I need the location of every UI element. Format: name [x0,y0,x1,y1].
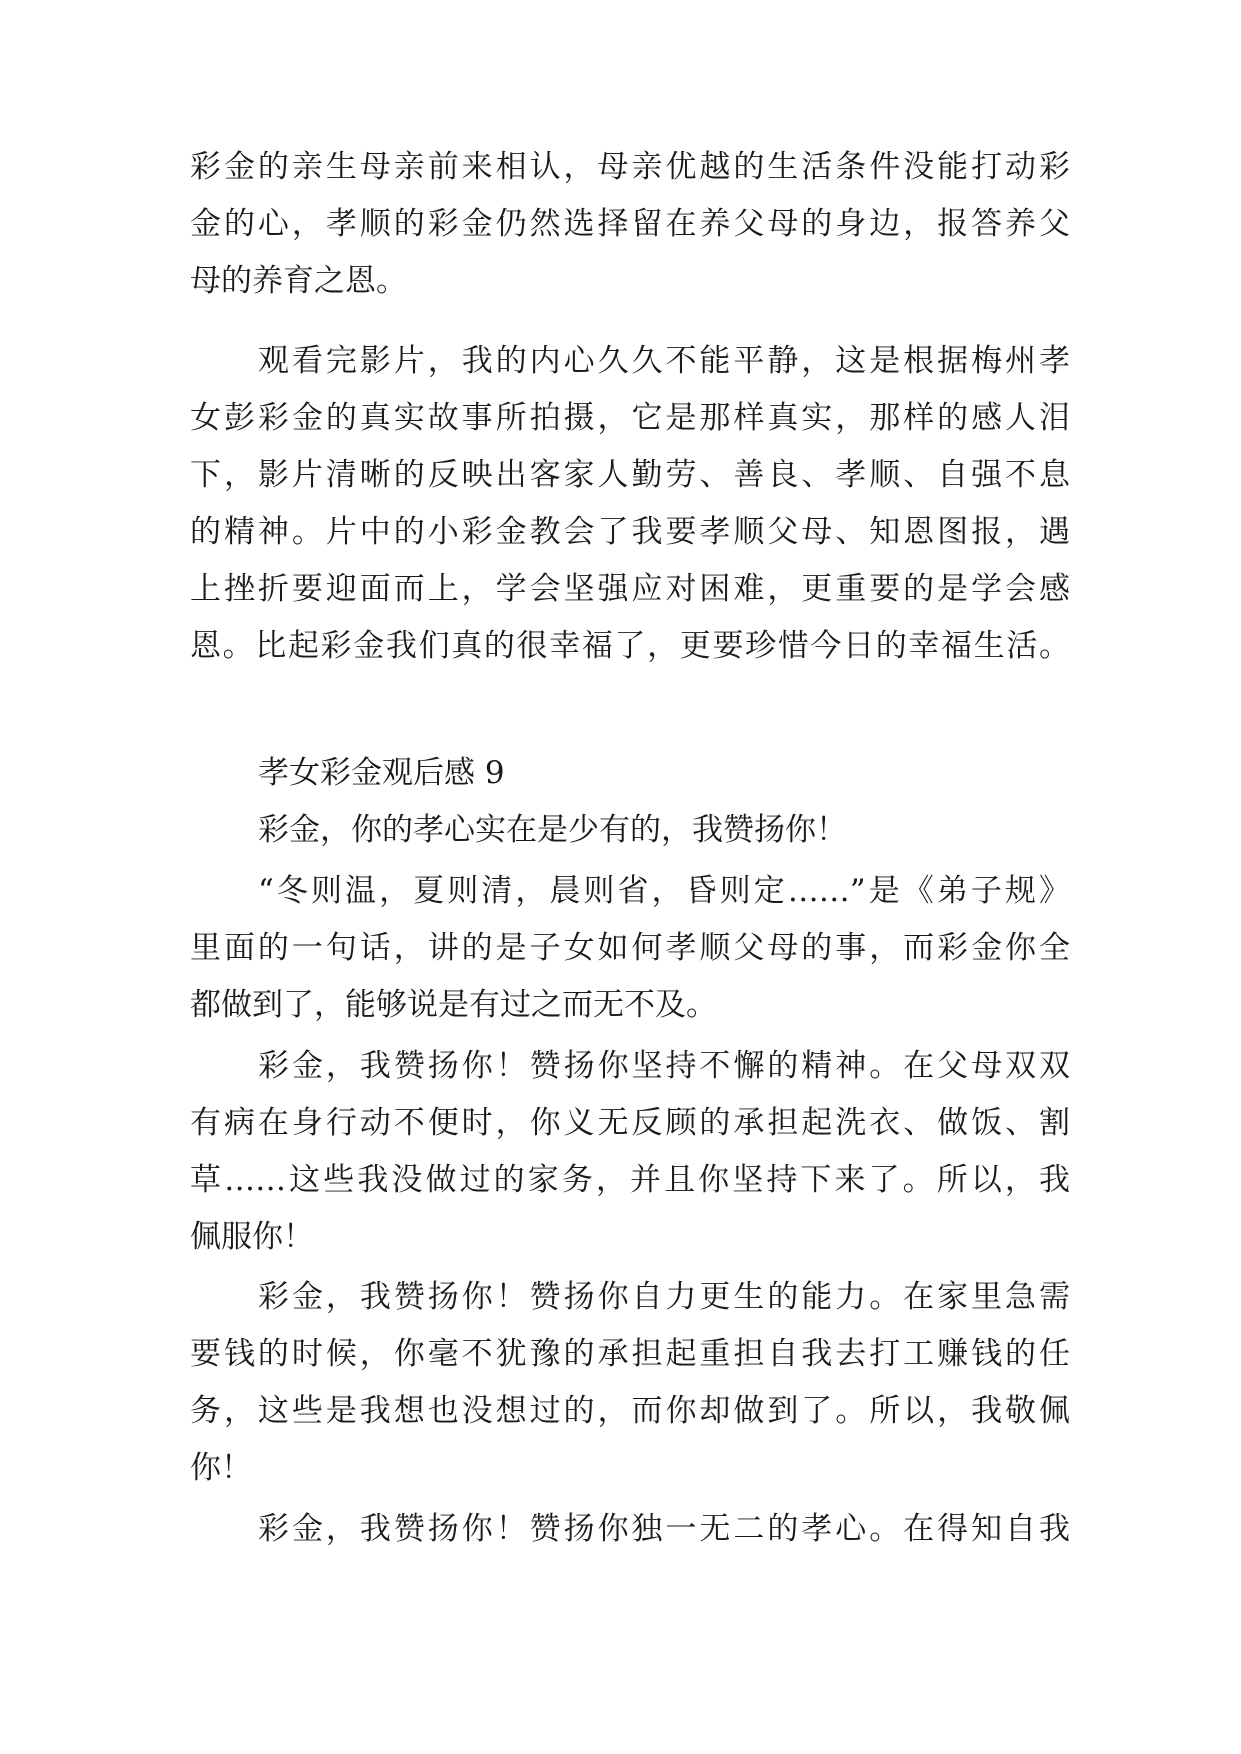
section-title: 孝女彩金观后感 9 [258,755,505,791]
paragraph-line: 彩金，我赞扬你！赞扬你坚持不懈的精神。在父母双双 [258,1048,1070,1084]
paragraph-line: 金的心，孝顺的彩金仍然选择留在养父母的身边，报答养父 [190,206,1070,242]
paragraph-line: 彩金，我赞扬你！赞扬你独一无二的孝心。在得知自我 [258,1511,1070,1547]
paragraph-line: 你！ [190,1450,252,1486]
paragraph-line: 彩金，我赞扬你！赞扬你自力更生的能力。在家里急需 [258,1279,1070,1315]
paragraph-line: 要钱的时候，你毫不犹豫的承担起重担自我去打工赚钱的任 [190,1336,1070,1372]
paragraph-line: 彩金的亲生母亲前来相认，母亲优越的生活条件没能打动彩 [190,149,1070,185]
paragraph-line: 草……这些我没做过的家务，并且你坚持下来了。所以，我 [190,1162,1070,1198]
paragraph-line: 母的养育之恩。 [190,263,407,299]
paragraph-line: 有病在身行动不便时，你义无反顾的承担起洗衣、做饭、割 [190,1105,1070,1141]
paragraph-line: 彩金，你的孝心实在是少有的，我赞扬你！ [258,812,847,848]
paragraph-line: 里面的一句话，讲的是子女如何孝顺父母的事，而彩金你全 [190,930,1070,966]
paragraph-line: 上挫折要迎面而上，学会坚强应对困难，更重要的是学会感 [190,571,1070,607]
paragraph-line: 务，这些是我想也没想过的，而你却做到了。所以，我敬佩 [190,1393,1070,1429]
paragraph-line: 女彭彩金的真实故事所拍摄，它是那样真实，那样的感人泪 [190,400,1070,436]
paragraph-line: 都做到了，能够说是有过之而无不及。 [190,987,717,1023]
paragraph-line: 恩。比起彩金我们真的很幸福了，更要珍惜今日的幸福生活。 [190,628,1070,664]
paragraph-line: “冬则温，夏则清，晨则省，昏则定……”是《弟子规》 [258,873,1070,909]
paragraph-line: 佩服你！ [190,1219,314,1255]
paragraph-line: 观看完影片，我的内心久久不能平静，这是根据梅州孝 [258,343,1070,379]
paragraph-line: 下，影片清晰的反映出客家人勤劳、善良、孝顺、自强不息 [190,457,1070,493]
paragraph-line: 的精神。片中的小彩金教会了我要孝顺父母、知恩图报，遇 [190,514,1070,550]
